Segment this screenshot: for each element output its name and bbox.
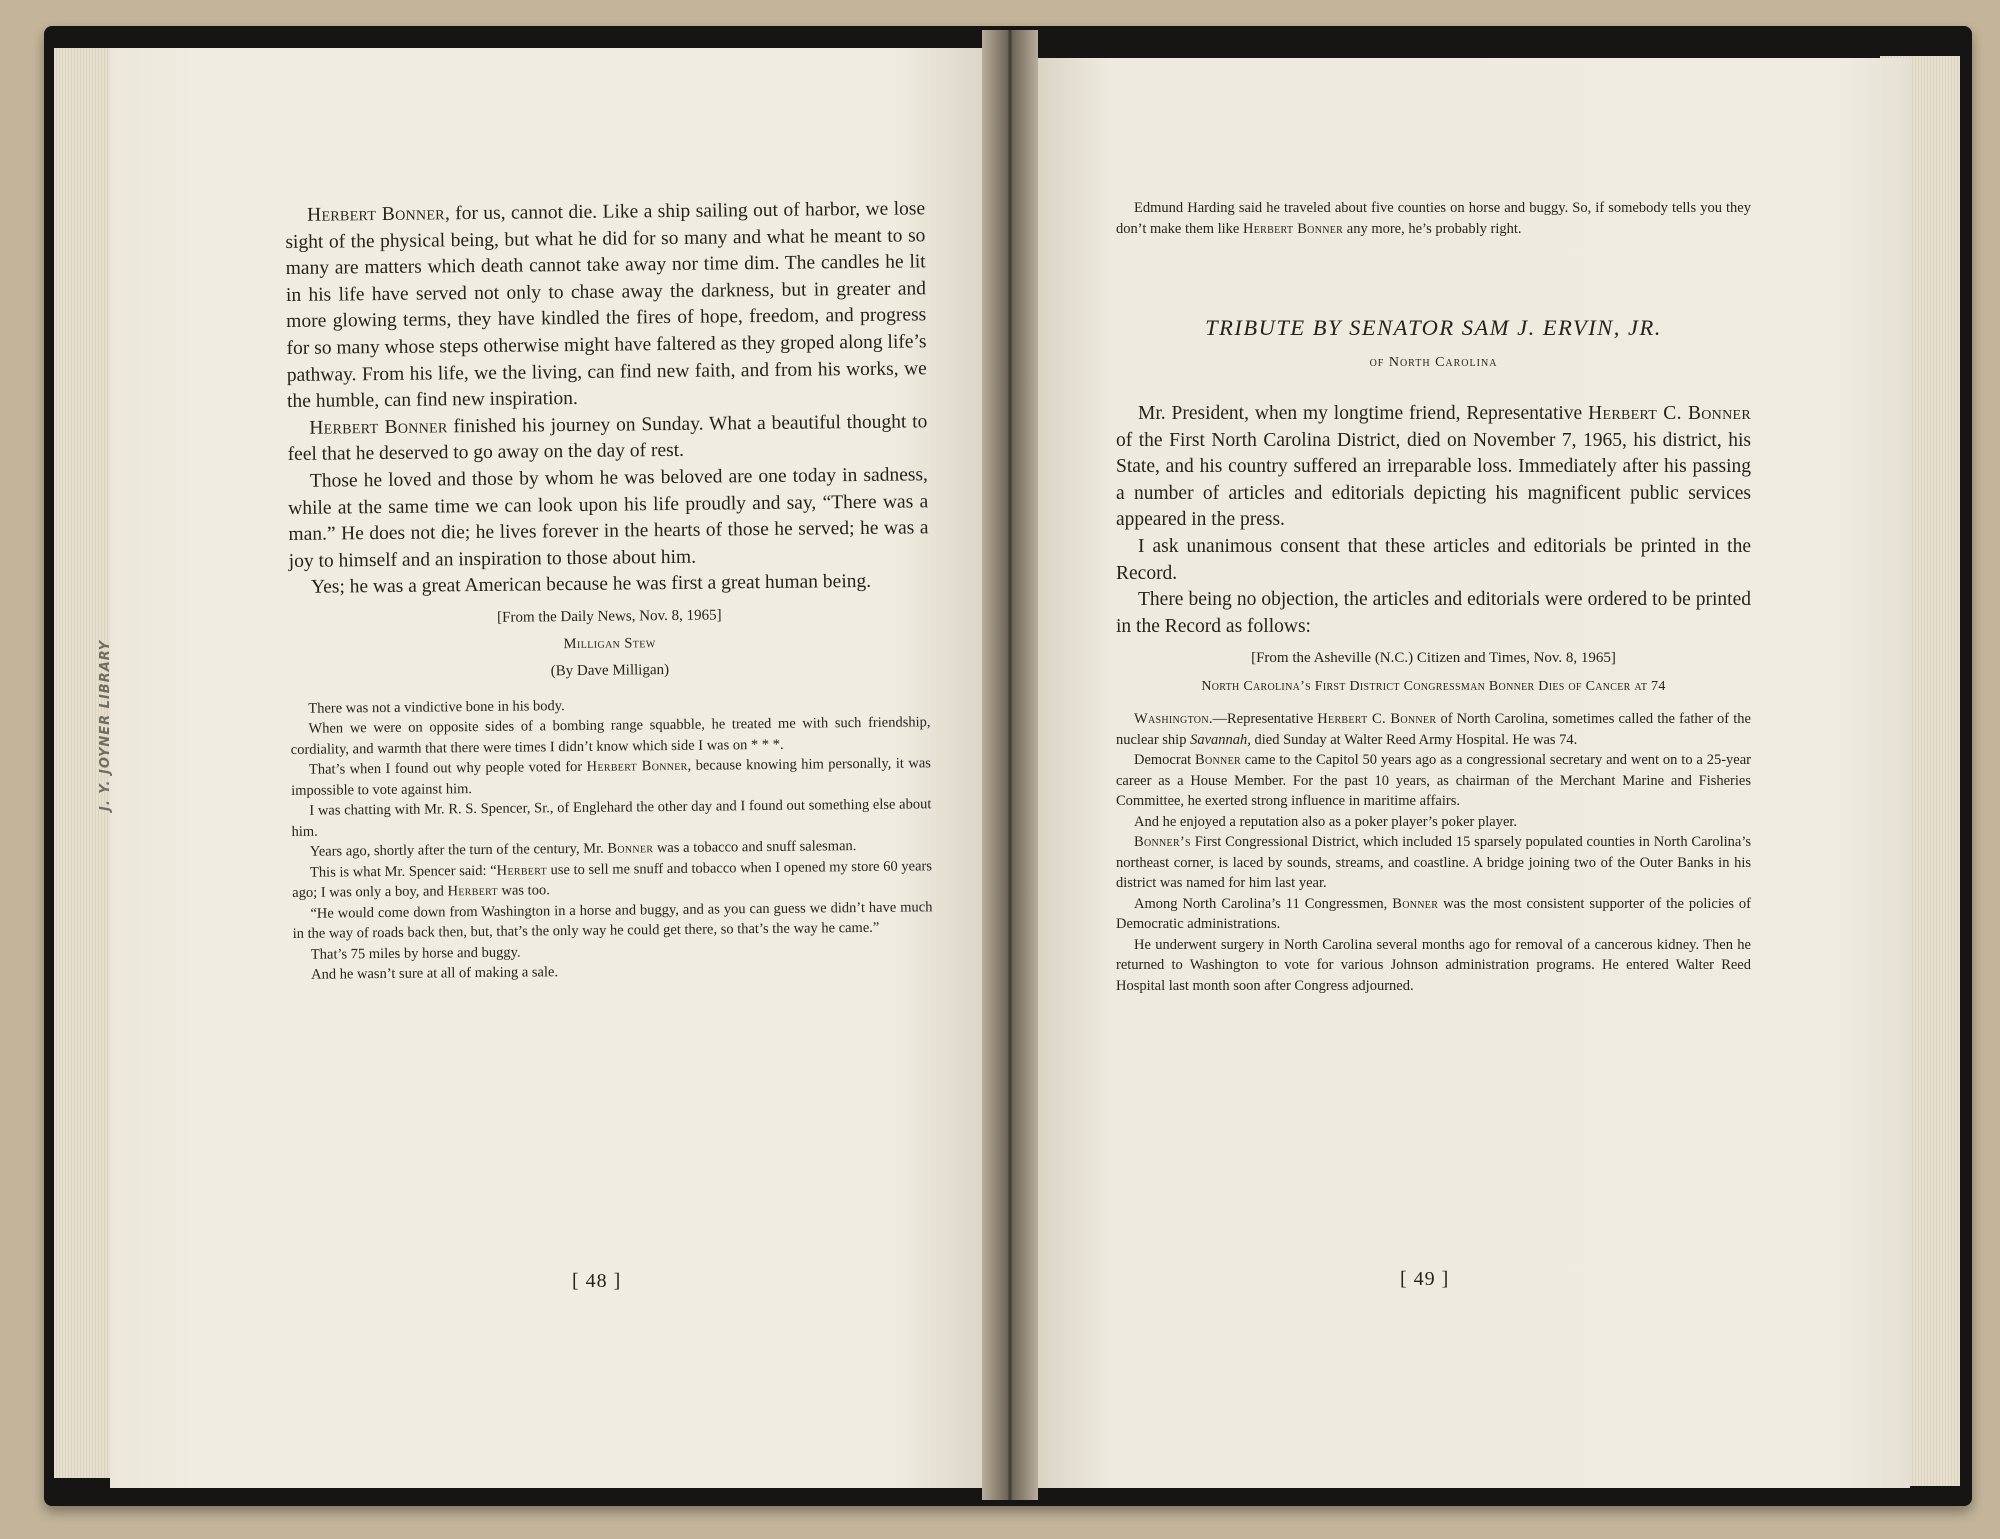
- article-headline: North Carolina’s First District Congressman Bonner Dies of Cancer at 74: [1201, 679, 1666, 695]
- column-title: Milligan Stew: [563, 635, 656, 653]
- paragraph: That’s 75 miles by horse and buggy.: [310, 944, 521, 963]
- paragraph: He underwent surgery in North Carolina several months ago for removal of a cancerous kidney. Then he returned to Washington to vote for various Johnson administration programs. He entered Walter Reed Hospital last month soon after Congress adjourned.: [1116, 936, 1751, 994]
- page-number: [ 48 ]: [572, 1270, 622, 1292]
- paragraph: Democrat Bonner came to the Capitol 50 years ago as a congressional secretary and went on to a 25-year career as a House Member. For the past 10 years, as chairman of the Merchant Marine and Fisheries Committee, he exerted strong influence in maritime affairs.: [1116, 752, 1751, 810]
- paragraph: I ask unanimous consent that these articles and editorials be printed in the Record.: [1116, 535, 1751, 584]
- column-body: [290, 692, 933, 986]
- paragraph: Yes; he was a great American because he was first a great human being.: [310, 571, 872, 599]
- tribute-title: TRIBUTE BY SENATOR SAM J. ERVIN, JR.: [1205, 315, 1662, 340]
- source-citation: [From the Daily News, Nov. 8, 1965]: [497, 607, 722, 626]
- source-citation: [From the Asheville (N.C.) Citizen and Times, Nov. 8, 1965]: [1251, 650, 1616, 667]
- paragraph: This is what Mr. Spencer said: “Herbert use to sell me snuff and tobacco when I opened my store 60 years ago; I was only a boy, and Herbert was too.: [292, 858, 933, 902]
- page-number: [ 49 ]: [1400, 1268, 1450, 1290]
- paragraph: There was not a vindictive bone in his body.: [308, 698, 565, 717]
- paragraph: There being no objection, the articles and editorials were ordered to be printed in the Record as follows:: [1116, 589, 1751, 637]
- library-stamp: J. Y. JOYNER LIBRARY: [97, 639, 113, 811]
- paragraph: When we were on opposite sides of a bombing range squabble, he treated me with such friendship, cordiality, and warmth that there were times I didn’t know which side I was on * * *.: [290, 714, 931, 758]
- paragraph: And he enjoyed a reputation also as a poker player’s poker player.: [1134, 813, 1518, 830]
- article-body: [1116, 709, 1751, 996]
- paragraph: Years ago, shortly after the turn of the century, Mr. Bonner was a tobacco and snuff salesman.: [309, 838, 857, 861]
- right-page: [1022, 58, 1910, 1488]
- paragraph: Among North Carolina’s 11 Congressmen, Bonner was the most consistent supporter of the policies of Democratic administrations.: [1116, 895, 1751, 933]
- tribute-subtitle: of North Carolina: [1369, 355, 1498, 370]
- paragraph: Those he loved and those by whom he was beloved are one today in sadness, while at the same time we can look upon his life proudly and say, “There was a man.” He does not die; he lives forever in the hearts of those he served; he was a joy to himself and an inspiration to those about him.: [288, 464, 929, 572]
- paragraph: Herbert Bonner, for us, cannot die. Like a ship sailing out of harbor, we lose sight of the physical being, but what he did for so many and what he meant to so many are matters which death cannot take away nor time dim. The candles he lit in his life have served not only to chase away the darkness, but in greater and more glowing terms, they have kindled the fires of hope, freedom, and progress for so many whose steps otherwise might have faltered as they groped along life’s pathway. From his life, we the living, can find new faith, and from his works, we the humble, can find new inspiration.: [285, 198, 927, 413]
- left-page: [110, 48, 1000, 1488]
- paragraph: Edmund Harding said he traveled about five counties on horse and buggy. So, if somebody tells you they don’t make them like Herbert Bonner any more, he’s probably right.: [1116, 200, 1751, 237]
- byline: (By Dave Milligan): [550, 661, 670, 680]
- book-spine-gutter: [982, 30, 1038, 1500]
- paragraph: Herbert Bonner finished his journey on Sunday. What a beautiful thought to feel that he deserved to go away on the day of rest.: [287, 411, 928, 466]
- paragraph: Bonner’s First Congressional District, which included 15 sparsely populated counties in North Carolina’s northeast corner, is laced by sounds, streams, and coastline. A bridge joining two of the Outer Banks in his district was named for him last year.: [1116, 834, 1751, 892]
- right-page-text: [1116, 198, 1751, 996]
- paragraph: I was chatting with Mr. R. S. Spencer, Sr., of Englehard the other day and I found out something else about him.: [291, 796, 932, 840]
- intro-text: [1116, 198, 1751, 239]
- paragraph: That’s when I found out why people voted for Herbert Bonner, because knowing him personally, it was impossible to vote against him.: [291, 755, 931, 799]
- paragraph: Washington.—Representative Herbert C. Bonner of North Carolina, sometimes called the father of the nuclear ship Savannah, died Sunday at Walter Reed Army Hospital. He was 74.: [1116, 711, 1751, 748]
- paragraph: And he wasn’t sure at all of making a sale.: [311, 964, 559, 984]
- paragraph: “He would come down from Washington in a horse and buggy, and as you can guess we didn’t have much in the way of roads back then, but, that’s the only way he could get there, so that’s the way he came.”: [292, 899, 933, 943]
- tribute-body: [1116, 401, 1751, 640]
- paragraph: Mr. President, when my longtime friend, Representative Herbert C. Bonner of the First North Carolina District, died on November 7, 1965, his district, his State, and his country suffered an irreparable loss. Immediately after his passing a number of articles and editorials depicting his magnificent public services appeared in the press.: [1116, 403, 1751, 531]
- left-page-text: [285, 196, 933, 986]
